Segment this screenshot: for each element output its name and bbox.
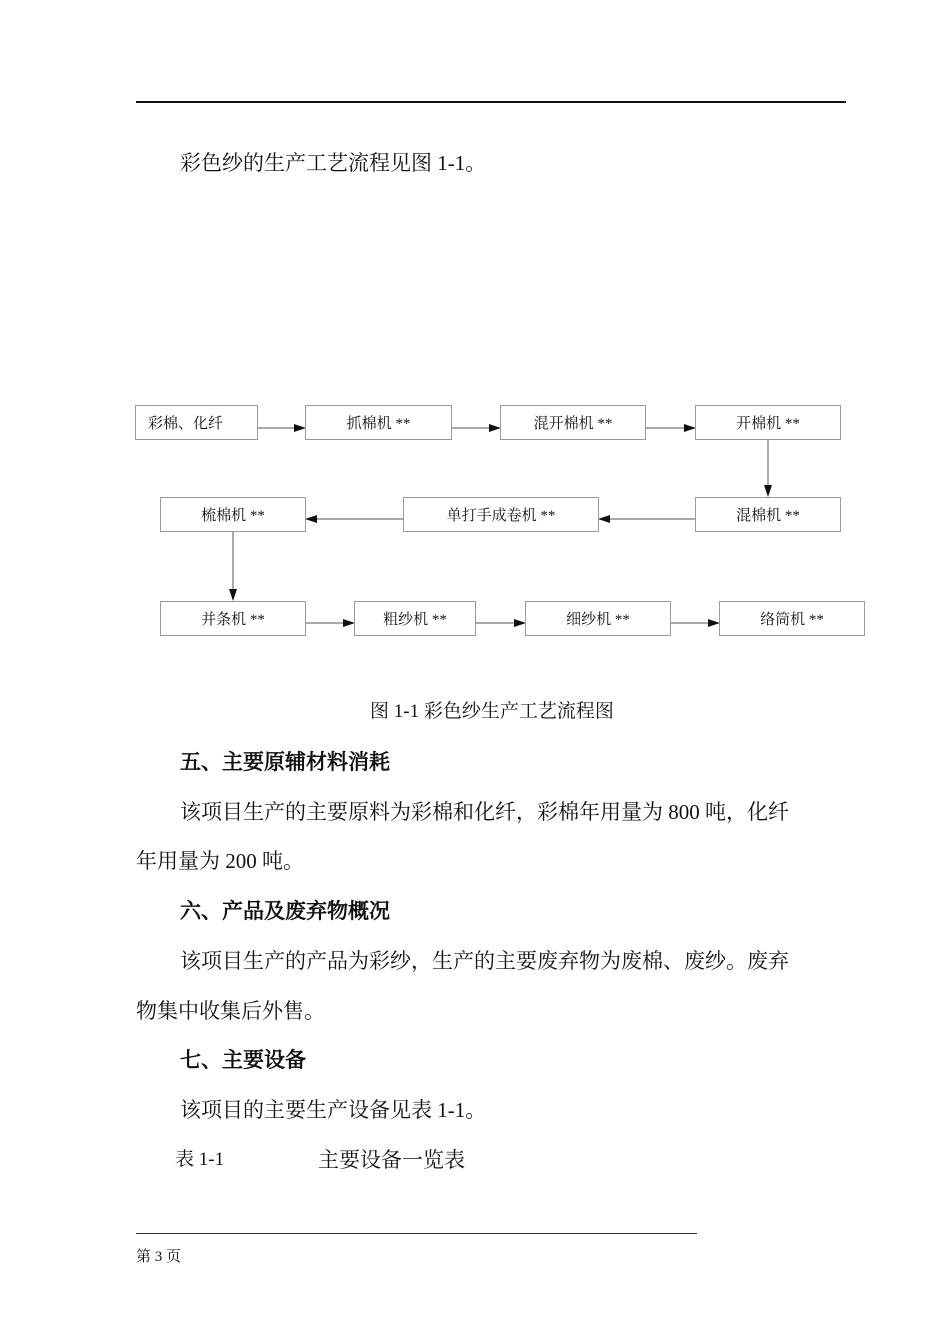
flow-node-cotton-grabber: 抓棉机 **: [305, 405, 452, 440]
flow-node-drawing-frame: 并条机 **: [160, 601, 306, 636]
flow-node-spinning-frame: 细纱机 **: [525, 601, 671, 636]
figure-caption: 图 1-1 彩色纱生产工艺流程图: [370, 701, 614, 722]
flow-node-winder: 络筒机 **: [719, 601, 865, 636]
flow-node-blender: 混棉机 **: [695, 497, 841, 532]
intro-text: 彩色纱的生产工艺流程见图 1-1。: [180, 151, 487, 175]
section6-line1: 该项目生产的产品为彩纱，生产的主要废弃物为废棉、废纱。废弃: [180, 949, 789, 973]
flow-node-carding: 梳棉机 **: [160, 497, 306, 532]
flow-node-opener: 开棉机 **: [695, 405, 841, 440]
flow-node-raw-material: 彩棉、化纤: [135, 405, 258, 440]
page-number: 第 3 页: [136, 1249, 182, 1265]
footer-rule: [136, 1233, 697, 1234]
flow-node-roving-frame: 粗纱机 **: [354, 601, 476, 636]
section5-line1: 该项目生产的主要原料为彩棉和化纤，彩棉年用量为 800 吨，化纤: [180, 800, 789, 824]
section6-heading: 六、产品及废弃物概况: [180, 899, 390, 923]
section7-heading: 七、主要设备: [180, 1048, 306, 1072]
flow-node-scutcher-lapper: 单打手成卷机 **: [403, 497, 599, 532]
section5-heading: 五、主要原辅材料消耗: [180, 750, 390, 774]
section7-line1: 该项目的主要生产设备见表 1-1。: [180, 1098, 487, 1122]
section5-line2: 年用量为 200 吨。: [136, 849, 304, 873]
table-caption-label: 表 1-1: [175, 1149, 225, 1170]
section6-line2: 物集中收集后外售。: [136, 999, 325, 1023]
flow-node-mixing-opener: 混开棉机 **: [500, 405, 646, 440]
table-caption-title: 主要设备一览表: [318, 1148, 465, 1172]
